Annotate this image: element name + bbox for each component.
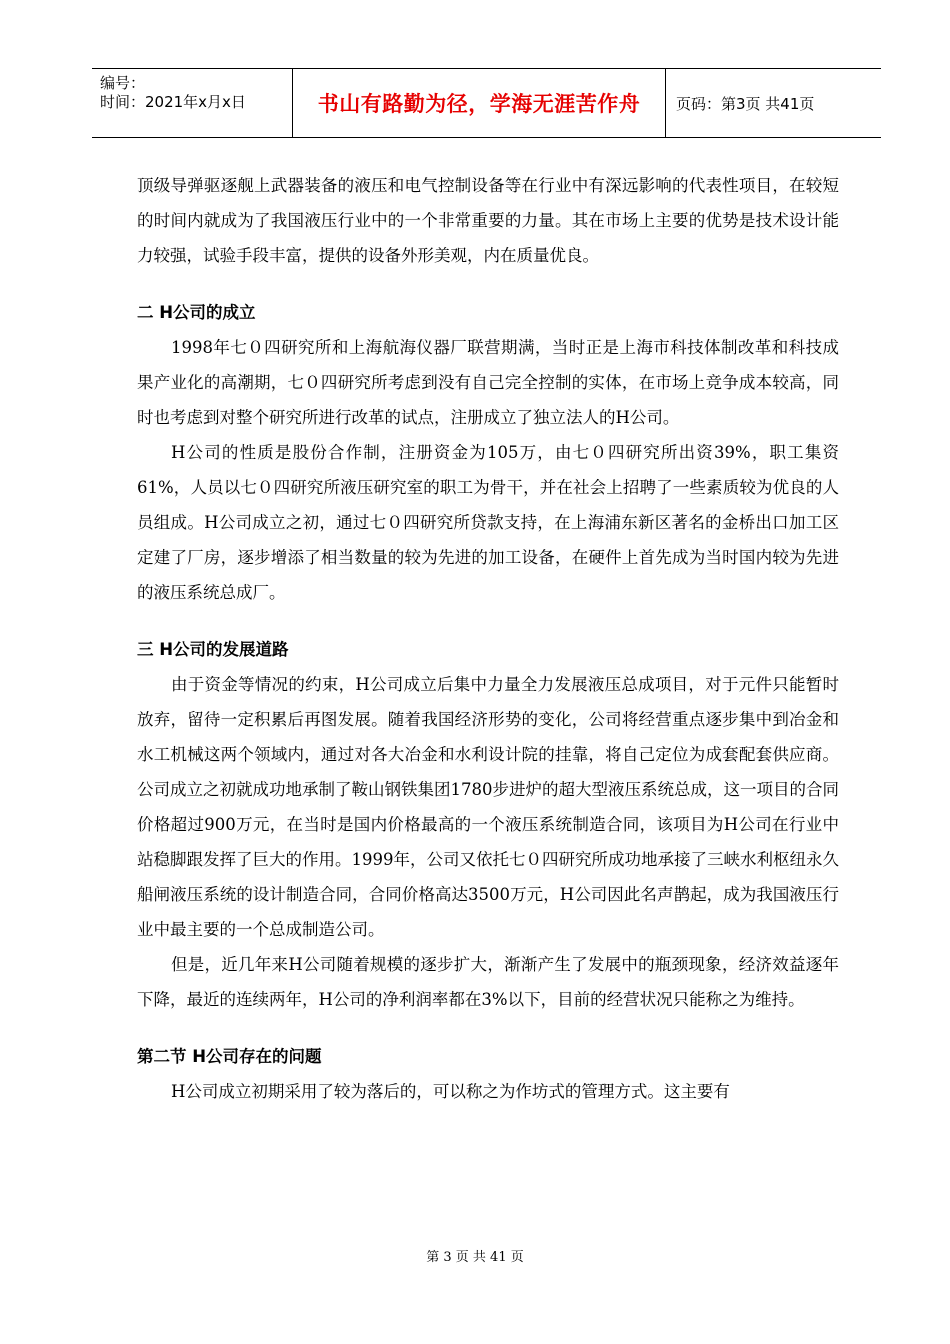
page-header [92,68,881,138]
header-page-number: 页码：第3页 共41页 [676,94,815,113]
paragraph: 1998年七０四研究所和上海航海仪器厂联营期满，当时正是上海市科技体制改革和科技成果产业化的高潮期，七０四研究所考虑到没有自己完全控制的实体，在市场上竞争成本较高，同时也考虑到对整个研究所进行改革的试点，注册成立了独立法人的H公司。 [137,338,839,427]
paragraph: H公司成立初期采用了较为落后的，可以称之为作坊式的管理方式。这主要有 [171,1082,730,1101]
doc-number-label: 编号： [100,74,146,92]
document-body [137,168,839,1109]
doc-time-label: 时间：2021年x月x日 [100,93,246,111]
paragraph: H公司的性质是股份合作制，注册资金为105万，由七０四研究所出资39%，职工集资61%，人员以七０四研究所液压研究室的职工为骨干，并在社会上招聘了一些素质较为优良的人员组成。H公司成立之初，通过七０四研究所贷款支持，在上海浦东新区著名的金桥出口加工区定建了厂房，逐步增添了相当数量的较为先进的加工设备，在硬件上首先成为当时国内较为先进的液压系统总成厂。 [137,443,839,602]
chapter-heading: 第二节 H公司存在的问题 [137,1047,322,1066]
section-heading: 三 H公司的发展道路 [137,640,289,659]
header-motto: 书山有路勤为径，学海无涯苦作舟 [293,69,666,137]
paragraph: 由于资金等情况的约束，H公司成立后集中力量全力发展液压总成项目，对于元件只能暂时放弃，留待一定积累后再图发展。随着我国经济形势的变化，公司将经营重点逐步集中到冶金和水工机械这两个领域内，通过对各大冶金和水利设计院的挂靠，将自己定位为成套配套供应商。公司成立之初就成功地承制了鞍山钢铁集团1780步进炉的超大型液压系统总成，这一项目的合同价格超过900万元，在当时是国内价格最高的一个液压系统制造合同，该项目为H公司在行业中站稳脚跟发挥了巨大的作用。1999年，公司又依托七０四研究所成功地承接了三峡水利枢纽永久船闸液压系统的设计制造合同，合同价格高达3500万元，H公司因此名声鹊起，成为我国液压行业中最主要的一个总成制造公司。 [137,675,839,939]
header-meta [92,69,293,137]
section-heading: 二 H公司的成立 [137,303,256,322]
page-footer: 第 3 页 共 41 页 [426,1250,524,1265]
paragraph: 顶级导弹驱逐舰上武器装备的液压和电气控制设备等在行业中有深远影响的代表性项目，在较短的时间内就成为了我国液压行业中的一个非常重要的力量。其在市场上主要的优势是技术设计能力较强，试验手段丰富，提供的设备外形美观，内在质量优良。 [137,176,839,265]
paragraph: 但是，近几年来H公司随着规模的逐步扩大，渐渐产生了发展中的瓶颈现象，经济效益逐年下降，最近的连续两年，H公司的净利润率都在3%以下，目前的经营状况只能称之为维持。 [137,955,839,1009]
